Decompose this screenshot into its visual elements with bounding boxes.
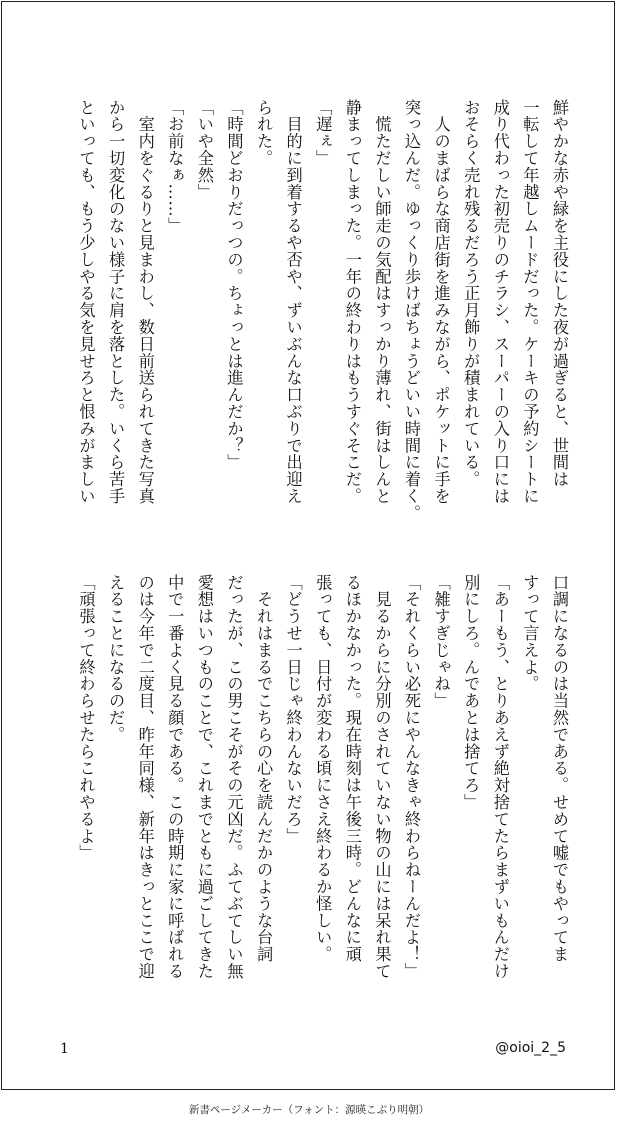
text-line: 張っても、日付が変わる頃にさえ終わるか怪しい。 [313,574,333,963]
text-line: 「それくらい必死にやんなきゃ終わらねーんだよ！」 [402,574,422,980]
text-line: 中で一番よく見る顔である。この時期に家に呼ばれる [165,574,185,980]
text-line: おそらく売れ残るだろう正月飾りが積まれている。 [461,99,481,488]
text-line: それはまるでこちらの心を読んだかのような台詞 [254,574,274,963]
text-line: 愛想はいつものことで、これまでともに過ごしてきた [194,574,214,980]
text-line: 「どうせ一日じゃ終わんないだろ」 [283,574,303,845]
text-line: 室内をぐるりと見まわし、数日前送られてきた写真 [135,99,155,505]
text-line: 目的に到着するや否や、ずいぶんな口ぶりで出迎え [283,99,303,505]
text-line: るほかなかった。現在時刻は午後三時。どんなに頑 [342,574,362,963]
text-line: だったが、この男こそがその元凶だ。ふてぶてしい無 [224,574,244,980]
text-line: 見るからに分別のされていない物の山には呆れ果て [372,574,392,980]
text-line: 人のまばらな商店街を進みながら、ポケットに手を [431,99,451,505]
text-line: 成り代わった初売りのチラシ、スーパーの入り口には [490,99,510,505]
author-handle: @oioi_2_5 [495,1040,566,1056]
text-line: 「遅ぇ」 [313,99,333,167]
text-line: 「お前なぁ……」 [165,99,185,235]
text-line: 口調になるのは当然である。せめて嘘でもやってま [550,574,569,963]
footer-caption: 新書ページメーカー（フォント：源暎こぶり明朝） [188,1104,430,1116]
text-line: 「時間どおりだっつの。ちょっとは進んだか？」 [224,99,244,471]
page-frame [1,1,615,1090]
text-line: 突っ込んだ。ゆっくり歩けばちょうどいい時間に着く。 [402,99,422,522]
text-line: 「あーもう、とりあえず絶対捨てたらまずいもんだけ [490,574,510,980]
text-line: といっても、もう少しやる気を見せろと恨みがましい [76,99,96,505]
text-line: られた。 [254,99,274,167]
text-line: 慌ただしい師走の気配はすっかり薄れ、街はしんと [372,99,392,505]
text-block-top [64,99,574,531]
text-line: すって言えよ。 [520,574,540,693]
text-line: 「雑すぎじゃね」 [431,574,451,710]
text-line: 「いや全然」 [194,99,214,201]
text-line: 「頑張って終わらせたらこれやるよ」 [76,574,96,862]
text-line: 別にしろ。んであとは捨てろ」 [461,574,481,811]
page-number: 1 [60,1041,69,1057]
text-line: 静まってしまった。一年の終わりはもうすぐそこだ。 [342,99,362,505]
text-line: 一転して年越しムードだった。ケーキの予約シートに [520,99,540,505]
text-line: のは今年で二度目、昨年同様、新年はきっとここで迎 [135,574,155,980]
text-block-bottom [64,574,574,1006]
text-line: から一切変化のない様子に肩を落とした。いくら苦手 [106,99,126,505]
text-line: えることになるのだ。 [106,574,126,743]
text-line: 鮮やかな赤や緑を主役にした夜が過ぎると、世間は [550,99,569,488]
